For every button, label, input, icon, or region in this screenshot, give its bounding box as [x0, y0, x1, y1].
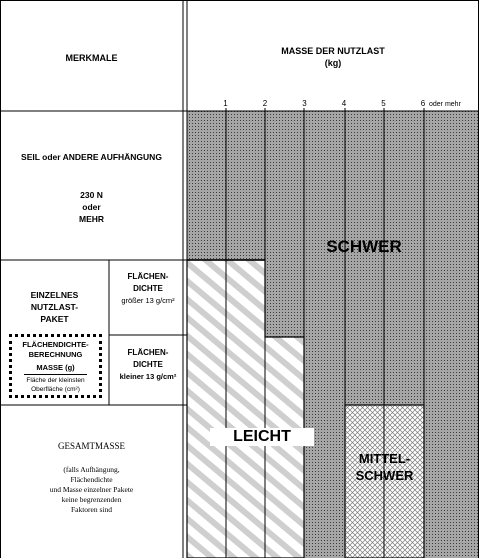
label-mittelschwer-line1: MITTEL-: [358, 451, 411, 466]
density-low-line2: DICHTE: [133, 360, 163, 369]
density-low-line1: FLÄCHEN-: [127, 348, 169, 357]
label-mittelschwer-line2: SCHWER: [355, 468, 414, 483]
paket-line3: PAKET: [40, 314, 69, 324]
total-line2: Flächendichte: [70, 475, 113, 484]
label-schwer: SCHWER: [326, 237, 402, 256]
total-line3: und Masse einzelner Pakete: [49, 485, 134, 494]
total-line5: Faktoren sind: [70, 505, 113, 514]
total-line4: keine begrenzenden: [61, 495, 122, 504]
tick-labels: [223, 99, 461, 108]
density-low-line3: kleiner 13 g/cm²: [119, 372, 177, 381]
nutzlast-header-line1: MASSE DER NUTZLAST: [281, 46, 385, 56]
density-high-line2: DICHTE: [133, 284, 163, 293]
tick-label-3: 3: [302, 99, 307, 108]
merkmale-header: MERKMALE: [65, 53, 118, 63]
formula-fraction-line: [24, 374, 87, 375]
seil-oder: oder: [82, 202, 101, 212]
paket-line2: NUTZLAST-: [30, 302, 79, 312]
tick-suffix-label: oder mehr: [429, 101, 461, 108]
seil-mehr: MEHR: [78, 214, 105, 224]
formula-title-line1: FLÄCHENDICHTE-: [22, 340, 89, 349]
formula-numerator: MASSE (g): [36, 363, 75, 372]
seil-label: SEIL oder ANDERE AUFHÄNGUNG: [21, 152, 162, 162]
formula-title-line2: BERECHNUNG: [28, 350, 83, 359]
paket-line1: EINZELNES: [30, 290, 79, 300]
seil-force: 230 N: [80, 190, 103, 200]
tick-label-6: 6: [420, 99, 426, 108]
tick-label-2: 2: [262, 99, 268, 108]
formula-denominator-line1: Fläche der kleinsten: [26, 377, 85, 384]
tick-label-5: 5: [381, 99, 386, 108]
density-high-line1: FLÄCHEN-: [127, 272, 169, 281]
nutzlast-header-line2: (kg): [324, 58, 342, 68]
total-title: GESAMTMASSE: [57, 441, 125, 451]
tick-label-1: 1: [223, 99, 228, 108]
total-line1: (falls Aufhängung,: [63, 465, 120, 474]
label-leicht: LEICHT: [210, 428, 314, 446]
tick-label-4: 4: [341, 99, 347, 108]
density-high-line3: größer 13 g/cm²: [121, 296, 175, 305]
formula-denominator-line2: Oberfläche (cm²): [31, 386, 80, 393]
